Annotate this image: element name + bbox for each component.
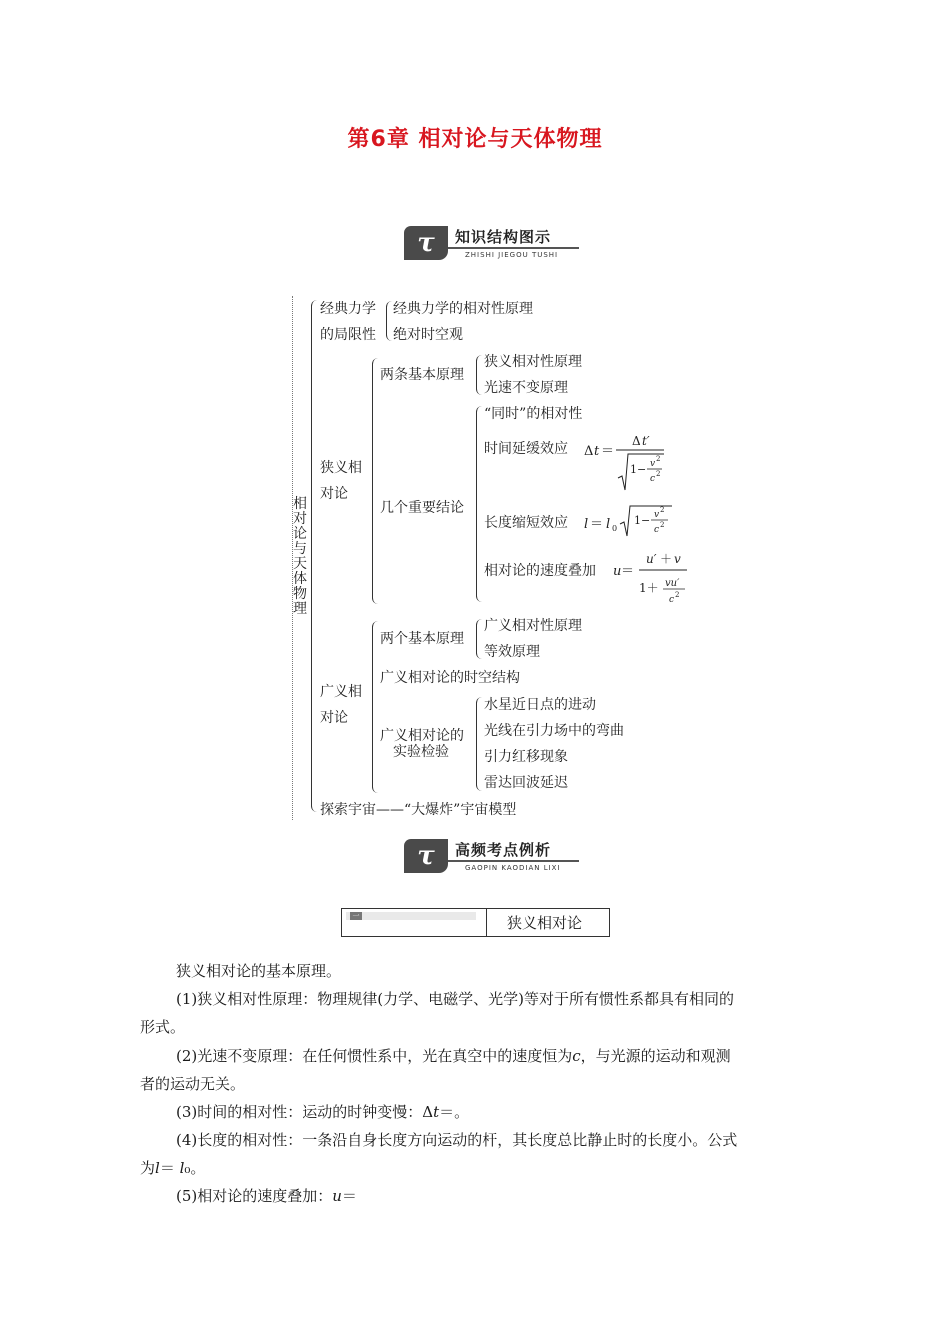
classical-item: 经典力学的相对性原理 bbox=[393, 301, 533, 317]
general-principles-brace bbox=[476, 619, 483, 659]
general-test-item: 雷达回波延迟 bbox=[484, 775, 568, 791]
special-principle-item: 狭义相对性原理 bbox=[484, 354, 582, 370]
banner-title: 高频考点例析 bbox=[455, 841, 552, 859]
svg-text:vu′: vu′ bbox=[665, 578, 680, 589]
svg-text:Δ: Δ bbox=[632, 434, 641, 448]
body-p2-line2: 者的运动无关。 bbox=[140, 1075, 246, 1093]
special-principles-brace bbox=[476, 355, 483, 395]
special-brace bbox=[372, 358, 379, 604]
svg-text:c: c bbox=[650, 474, 656, 484]
general-label-2: 对论 bbox=[320, 710, 348, 726]
general-label-1: 广义相 bbox=[320, 684, 362, 700]
body-p5: (5)相对论的速度叠加：u＝ bbox=[176, 1187, 357, 1205]
svg-text:2: 2 bbox=[675, 591, 680, 599]
section-banner-frequent-topics bbox=[404, 839, 584, 875]
svg-text:0: 0 bbox=[612, 524, 618, 533]
body-p1-line2: 形式。 bbox=[140, 1018, 186, 1036]
classical-label-2: 的局限性 bbox=[320, 327, 376, 343]
body-p4-line2: 为l＝ l₀。 bbox=[140, 1159, 206, 1177]
svg-text:2: 2 bbox=[660, 521, 665, 529]
velocity-addition-formula bbox=[613, 548, 691, 606]
svg-text:2: 2 bbox=[656, 470, 661, 478]
special-conclusions-label: 几个重要结论 bbox=[380, 500, 464, 516]
general-structure-item: 广义相对论的时空结构 bbox=[380, 670, 520, 686]
section-banner-knowledge-structure bbox=[404, 226, 584, 262]
general-brace bbox=[372, 621, 379, 793]
banner-underline bbox=[448, 860, 579, 862]
general-test-item: 水星近日点的进动 bbox=[484, 697, 596, 713]
general-tests-label-1: 广义相对论的 bbox=[380, 728, 464, 744]
velocity-addition-item: 相对论的速度叠加 bbox=[484, 563, 596, 579]
general-test-item: 光线在引力场中的弯曲 bbox=[484, 723, 624, 739]
body-p2-line1: (2)光速不变原理：在任何惯性系中，光在真空中的速度恒为c，与光源的运动和观测 bbox=[176, 1047, 731, 1065]
classical-item: 绝对时空观 bbox=[393, 327, 463, 343]
simultaneity-item: “同时”的相对性 bbox=[484, 406, 583, 422]
svg-text:c: c bbox=[669, 595, 675, 605]
topic-label: 狭义相对论 bbox=[507, 914, 583, 932]
page-title: 第6章 相对论与天体物理 bbox=[347, 127, 603, 152]
time-dilation-item: 时间延缓效应 bbox=[484, 441, 568, 457]
general-principles-label: 两个基本原理 bbox=[380, 631, 464, 647]
topic-tag: 一 bbox=[350, 912, 362, 920]
banner-logo-icon: τ bbox=[404, 226, 448, 260]
special-label-1: 狭义相 bbox=[320, 460, 362, 476]
banner-subtitle: GAOPIN KAODIAN LIXI bbox=[465, 864, 561, 872]
length-contraction-item: 长度缩短效应 bbox=[484, 515, 568, 531]
topic-tag-bar bbox=[346, 912, 476, 920]
svg-text:＝: ＝ bbox=[590, 517, 604, 532]
root-brace bbox=[311, 300, 318, 812]
svg-text:v: v bbox=[674, 552, 681, 566]
general-tests-brace bbox=[476, 697, 483, 791]
svg-text:v: v bbox=[654, 510, 660, 520]
special-principles-label: 两条基本原理 bbox=[380, 367, 464, 383]
svg-text:2: 2 bbox=[656, 455, 661, 463]
svg-text:t: t bbox=[594, 444, 600, 459]
svg-text:＋: ＋ bbox=[660, 552, 673, 566]
svg-text:l: l bbox=[584, 517, 589, 532]
root-label: 相对论与天体物理 bbox=[293, 496, 307, 617]
svg-text:v: v bbox=[650, 459, 656, 469]
svg-text:＝: ＝ bbox=[601, 444, 615, 459]
banner-underline bbox=[448, 247, 579, 249]
general-tests-label-2: 实验检验 bbox=[393, 744, 449, 760]
topic-header-box bbox=[341, 908, 610, 937]
body-p1-line1: (1)狭义相对性原理：物理规律(力学、电磁学、光学)等对于所有惯性系都具有相同的 bbox=[176, 990, 734, 1008]
svg-text:1−: 1− bbox=[630, 463, 647, 476]
svg-text:u: u bbox=[613, 564, 622, 579]
classical-label-1: 经典力学 bbox=[320, 301, 376, 317]
general-test-item: 引力红移现象 bbox=[484, 749, 568, 765]
length-contraction-formula bbox=[584, 502, 676, 546]
svg-text:2: 2 bbox=[660, 506, 665, 514]
svg-text:u′: u′ bbox=[646, 552, 657, 566]
banner-logo-icon: τ bbox=[404, 839, 448, 873]
svg-text:c: c bbox=[654, 525, 660, 535]
svg-text:l: l bbox=[606, 517, 611, 532]
body-intro: 狭义相对论的基本原理。 bbox=[176, 962, 342, 980]
special-principle-item: 光速不变原理 bbox=[484, 380, 568, 396]
topic-divider bbox=[486, 909, 487, 936]
universe-item: 探索宇宙——“大爆炸”宇宙模型 bbox=[320, 802, 517, 818]
svg-text:t′: t′ bbox=[642, 434, 650, 448]
classical-brace bbox=[386, 301, 393, 341]
svg-text:1−: 1− bbox=[634, 514, 651, 527]
general-principle-item: 广义相对性原理 bbox=[484, 618, 582, 634]
special-label-2: 对论 bbox=[320, 486, 348, 502]
svg-text:＝: ＝ bbox=[621, 564, 635, 579]
general-principle-item: 等效原理 bbox=[484, 644, 540, 660]
banner-subtitle: ZHISHI JIEGOU TUSHI bbox=[465, 251, 559, 259]
special-conclusions-brace bbox=[476, 406, 483, 602]
body-p3: (3)时间的相对性：运动的时钟变慢：Δt＝。 bbox=[176, 1103, 470, 1121]
banner-title: 知识结构图示 bbox=[455, 228, 552, 246]
svg-text:Δ: Δ bbox=[584, 444, 594, 459]
time-dilation-formula bbox=[584, 432, 674, 494]
svg-text:1＋: 1＋ bbox=[639, 581, 659, 595]
body-p4-line1: (4)长度的相对性：一条沿自身长度方向运动的杆，其长度总比静止时的长度小。公式 bbox=[176, 1131, 738, 1149]
